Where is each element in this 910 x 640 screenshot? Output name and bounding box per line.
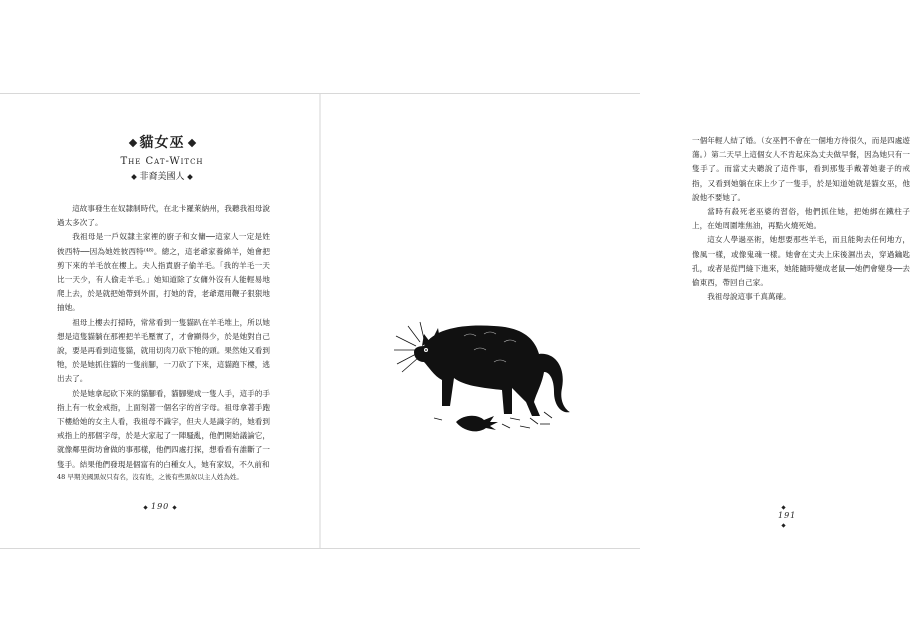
page-number-text: 191: [778, 511, 797, 520]
chapter-title-english: The Cat-Witch: [120, 156, 204, 167]
footnote: 48 早期美國黑奴只有名，沒有姓，之後有些黑奴以主人姓為姓。: [57, 473, 243, 481]
paragraph: 這故事發生在奴隸制時代，在北卡羅萊納州，我聽我祖母說過太多次了。: [57, 204, 270, 228]
diamond-ornament-icon: [143, 505, 147, 509]
diamond-ornament-icon: [128, 139, 136, 147]
page-number-right: [778, 502, 796, 529]
chapter-title-text: 貓女巫: [139, 135, 185, 151]
left-page: [0, 94, 320, 548]
paragraph: 當時有殺死老巫婆的習俗，他們抓住她，把她綁在鐵柱子上，在她周圍堆焦油，再點火燒死她。: [692, 207, 910, 231]
paragraph: 一個年輕人結了婚。（女巫們不會在一個地方待很久，而是四處遊蕩。）第二天早上這個女人不肯起床為丈夫做早餐，因為她只有一隻手了。而當丈夫聽說了這件事，看到那隻手戴著她妻子的戒指，又看到她躺在床上少了一隻手，於是知道她就是貓女巫，他說他不要她了。: [692, 136, 910, 202]
diamond-ornament-icon: [173, 505, 177, 509]
right-body-text: [692, 134, 910, 304]
page-number-text: 190: [151, 502, 170, 511]
chapter-title-chinese: [88, 132, 236, 152]
diamond-ornament-icon: [781, 505, 785, 509]
paragraph: 祖母上樓去打掃時，常常看到一隻貓趴在羊毛堆上，所以她想是這隻貓躺在那裡把羊毛壓實了，才會顯得少，於是她對自己說，要是再看到這隻貓，就用切肉刀砍下牠的頭。果然她又看到牠，於是她抓住貓的一隻前腳，一刀砍了下來，這貓跑下樓，逃出去了。: [57, 317, 270, 384]
chapter-origin-text: 非裔美國人: [139, 172, 185, 182]
chapter-title-block: [88, 132, 236, 182]
left-body-text: [57, 202, 270, 472]
diamond-ornament-icon: [132, 174, 138, 180]
chapter-origin: [88, 169, 236, 182]
paragraph: 我祖母是一戶奴隸主家裡的廚子和女傭──這家人一定是姓彼西特──因為她姓彼西特⁽⁴⁸⁾。總之，這老爺家養綿羊，她會把剪下來的羊毛放在樓上。夫人指責廚子偷羊毛。「我的羊毛一天比一天少，有人偷走羊毛。」她知道除了女傭外沒有人能輕易地爬上去，於是就把她帶到外面，打她的背，老爺還用鞭子狠狠地抽她。: [57, 232, 270, 313]
paragraph: 我祖母說這事千真萬確。: [707, 292, 791, 302]
black-cat-witch-illustration-icon: [394, 306, 574, 446]
book-spread: [0, 93, 910, 549]
paragraph: 於是她拿起砍下來的貓腳看，貓腳變成一隻人手，這手的手指上有一枚金戒指，上面刻著一個名字的首字母。祖母拿著手跑下樓給她的女主人看，我祖母不識字，但夫人是識字的，她看到戒指上的那個字母，於是大家起了一陣騷亂，他們開始議論它，就像鄰里街坊會做的事那樣，他們四處打探，想看看有誰斷了一隻手。結果他們發現是個富有的白種女人，她有家奴，不久前和: [57, 388, 270, 469]
diamond-ornament-icon: [187, 174, 193, 180]
diamond-ornament-icon: [781, 523, 785, 527]
diamond-ornament-icon: [187, 139, 195, 147]
page-number-left: [140, 502, 180, 511]
paragraph: 這女人學過巫術，她想要那些羊毛，而且能夠去任何地方，像風一樣，或像鬼魂一樣。她會在丈夫上床後濕出去，穿過鑰匙孔，或者是從門縫下進來，她能隨時變成老鼠──她們會變身──去偷東西，帶回自己家。: [692, 235, 910, 288]
